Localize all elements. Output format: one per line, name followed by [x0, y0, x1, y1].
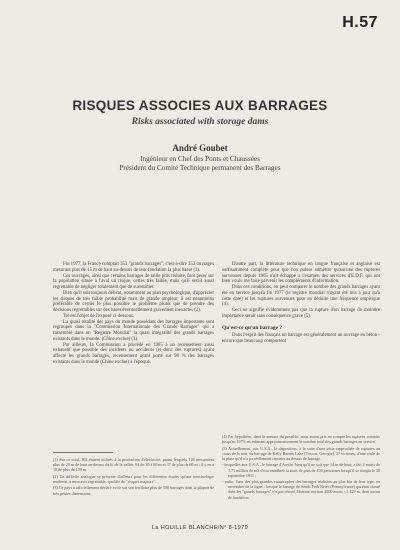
author-affiliation-2: Président du Comité Technique permanent des Barrages — [119, 164, 281, 172]
paragraph: Dans l'esprit des français un barrage est généralement un ouvrage en béton - encore que beaucoup comportent — [222, 333, 380, 344]
journal-footer: La HOUILLE BLANCHE/N° 8-1979 — [151, 525, 249, 531]
paragraph: Tel est l'objet de l'exposé ci-dessous. — [63, 313, 135, 319]
paragraph: Ceci ne signifie évidemment pas que la rupture d'un barrage de moindre importance serait sans conséquence grave (5). — [222, 308, 380, 319]
left-footnotes — [53, 457, 214, 497]
footnote: (5) Actuellement, aux U.S.A., la disposition, à la suite d'une série rapprochée de ruptures au cours de la nuit, du barrage de Kelly Barnes Lake (Toccoa, Georgie), 37 victimes, d'une seule de la pluie qu'il n'a pu réellement reporter au dessus de barrage. — [222, 445, 380, 461]
footnote: (4) Par hypothèse, dans le mesure du possible, nous avons pris en compte les ruptures connues jusqu'en 1979, en estimant approximativement le nombre total des grands barrages en service. — [222, 434, 380, 445]
footnote: (2) Un difficile analogue se présente d'ailleurs pour les différentes études qu'une terminologie moderne, à mon avis regrettable, qualifie de "risques majeurs". — [53, 473, 214, 484]
paragraph: Ces ouvrages, ainsi que certains barrages de taille plus réduite, font peser sur la population située à l'aval un risque, certes très faible, mais qu'il serait aussi regrettable de négliger totalement que de surestimer. — [53, 273, 214, 290]
right-column — [222, 262, 380, 345]
footnote-list-item: - enfin, l'une des plus grandes catastrophes des barrages réalisées au plus bas de leur type, en novembre de la ligne ; lorsque le barrage de South Fork River (Pennsylvanie) qui était classé dans les "grands barrages" n'a pas résisté, libérant environ 2000 morts - 2 329 m, dont aucun de fondation. — [222, 479, 380, 500]
section-heading: Qu'est-ce qu'un barrage ? — [222, 324, 283, 331]
footnote: (1) Sur ce total, 302 étaient utilisés à la production d'électricité, parmi lesquels 128 mesuraient plus de 20 m de haut au-dessus du lit de la vallée, 94 de 30 à 60 m et 37 de plus de 60 m ; il y en a 10 de plus de 100 m. — [53, 457, 214, 473]
paragraph: Bien qu'il soit toujours délicat, notamment au plan psychologique, d'apprécier les risques de très faible probabilité mais de grande ampleur, il est néanmoins préférable de cerner le plus possible le problème plutôt que de prendre des décisions regrettables sur des bases éventuellement gravement inexactes (2). — [53, 290, 214, 313]
footnote-divider — [53, 452, 113, 453]
author-name: André Goubet — [172, 143, 228, 153]
paragraph: Par ailleurs, la Commission a procédé en 1965 à un recensement aussi exhaustif que possible des incidents ou accidents (et donc des ruptures) ayant affecté les grands barrages, recensement ayant porté sur 96 % des barrages existants dans le monde (Chine exclue) à l'époque. — [53, 342, 214, 365]
left-column — [53, 262, 214, 366]
article-title: RISQUES ASSOCIES AUX BARRAGES — [72, 98, 328, 113]
footnote-list-item: - lesquelles aux U.S.A., le barrage d'Austin, bien qu'il ne soit que 14 m de haut, a fait 2 morts de 1,71 million de m3 d'eau entraînée la mort de plus de 100 personnes lorsqu'il se rompit le 30 septembre 1911 ; — [222, 462, 380, 478]
right-footnotes — [222, 434, 380, 501]
article-subtitle: Risks associated with storage dams — [131, 117, 269, 127]
author-affiliation-1: Ingénieur en Chef des Ponts et Chaussées — [140, 155, 260, 163]
paragraph: Fin 1977, la France comptait 353 "grands barrages", c'est-à-dire 353 ouvrages mesurant plus de 15 m de haut au-dessus de leur fondation la plus basse (1). — [53, 262, 214, 273]
paragraph: Dans ces conditions, on peut comparer le nombre des grands barrages ayant été en service jusqu'à fin 1977 (le registre mondial n'ayant été mis à jour qu'à cette date) et les ruptures survenues pour en déduire une fréquence empirique (4). — [222, 285, 380, 308]
document-code: H.57 — [342, 14, 378, 31]
paragraph: La quasi totalité des pays du monde possédant des barrages importants sont regroupés dans la "Commission Internationale des Grands Barrages" qui a rassemblé dans un "Registre Mondial" la quasi intégralité des grands barrages existants dans le monde. (Chine exclue) (3). — [53, 319, 214, 342]
footnote: (3) Ce pays a officiellement déclaré avoir sur son territoire plus de 500 barrages dont la plupart de très petites dimensions. — [53, 485, 214, 496]
paragraph: D'autre part, la littérature technique en langue française et anglaise est suffisamment complète pour que l'on puisse admettre qu'aucune des ruptures survenues depuis 1965 n'ait échappé à l'examen des services d'E.D.F. qui ont bien voulu me faire parvenir les compléments d'information. — [222, 262, 380, 285]
